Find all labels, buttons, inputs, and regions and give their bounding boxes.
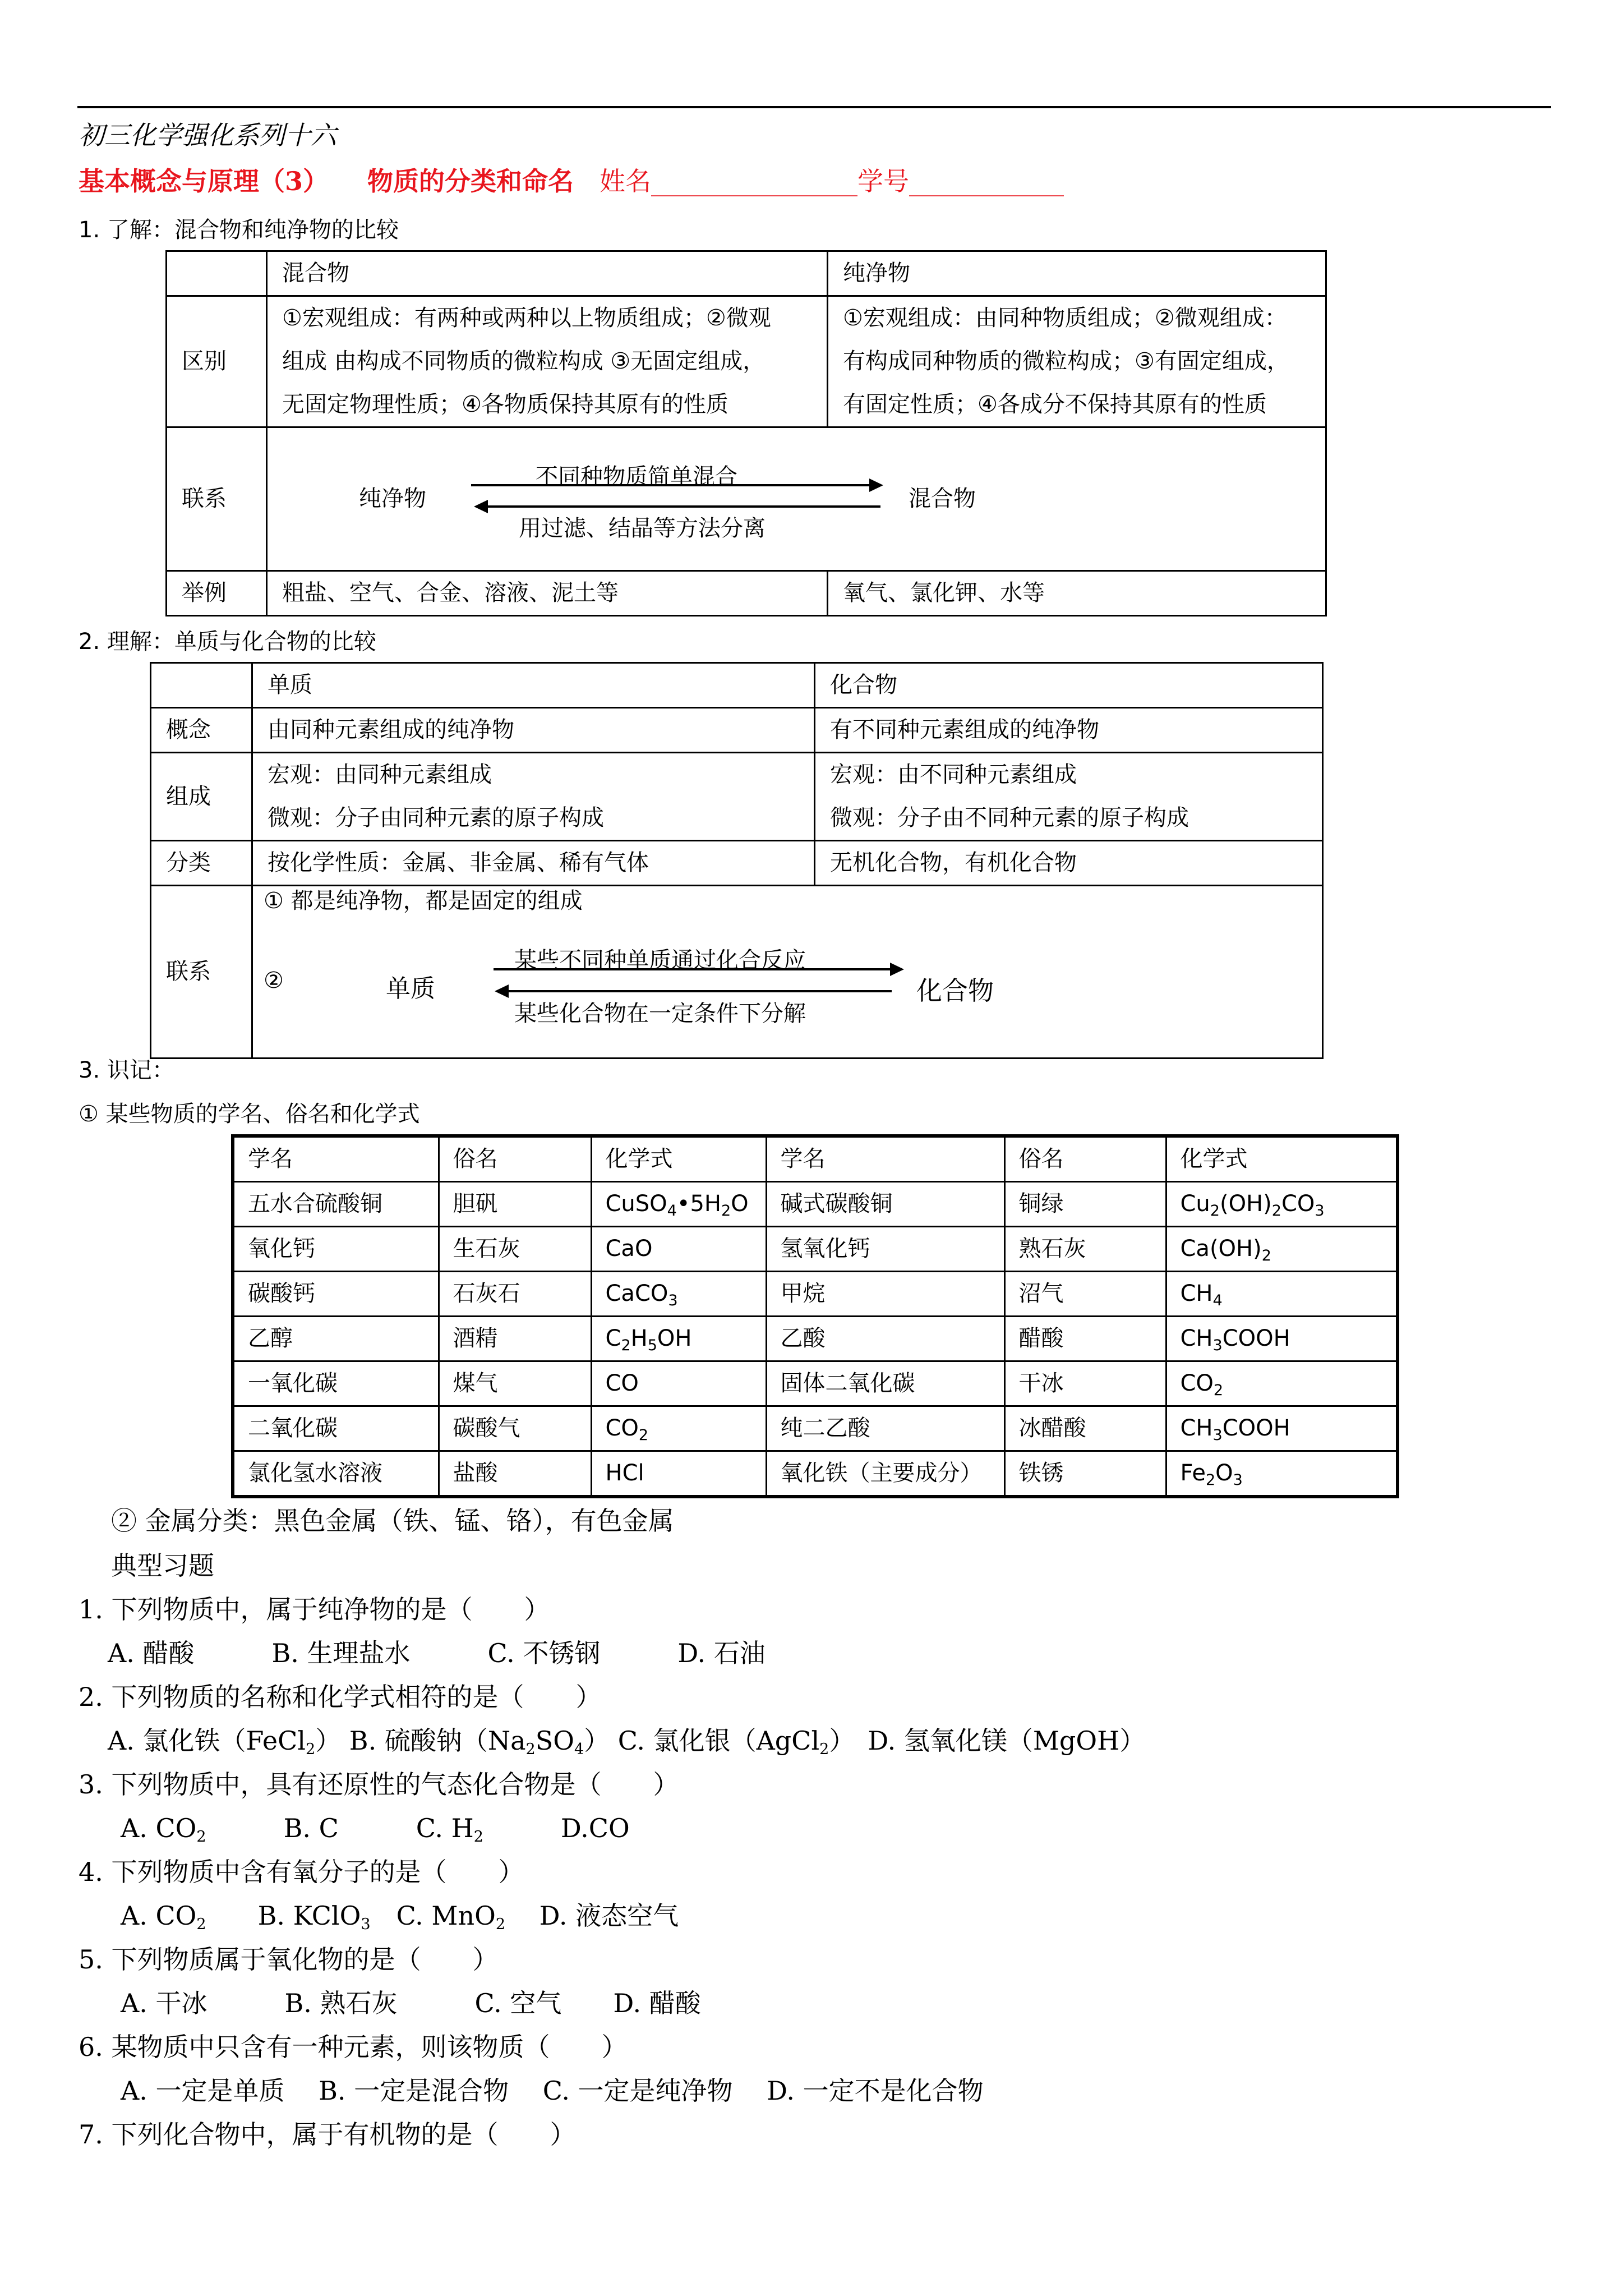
link1-bottom-label: 用过滤、结晶等方法分离 <box>519 516 766 541</box>
link1-left: 纯净物 <box>359 486 426 512</box>
section1-title: 1. 了解：混合物和纯净物的比较 <box>79 217 399 243</box>
section3-title: 3. 识记： <box>79 1057 174 1083</box>
metal-note: ② 金属分类：黑色金属（铁、锰、铬），有色金属 <box>111 1506 674 1536</box>
formula-cell: $CH_4$ <box>1166 1272 1398 1317</box>
formula-cell: $CO_2$ <box>1166 1361 1398 1406</box>
formula-cell: $CH_3COOH$ <box>1166 1406 1398 1451</box>
question-5-options: A. 干冰 B. 熟石灰 C. 空气 D. 醋酸 <box>121 1988 701 2018</box>
title-part2: 物质的分类和命名 <box>367 166 574 196</box>
concept-compound: 有不同种元素组成的纯净物 <box>815 708 1323 753</box>
header-cell: 化学式 <box>1166 1136 1398 1182</box>
col-mixture: 混合物 <box>267 251 828 296</box>
top-rule <box>77 106 1551 108</box>
link2-arrows <box>488 960 914 1000</box>
link2-top-label: 某些不同种单质通过化合反应 <box>514 947 806 973</box>
name-blank[interactable]: ________________ <box>651 166 858 196</box>
question-1: 1. 下列物质中，属于纯净物的是（ ） <box>79 1594 550 1625</box>
formula-cell: HCl <box>591 1451 766 1497</box>
name-label: 姓名 <box>600 166 652 196</box>
question-2: 2. 下列物质的名称和化学式相符的是（ ） <box>79 1682 602 1712</box>
formula-cell: CaO <box>591 1227 766 1272</box>
question-3: 3. 下列物质中，具有还原性的气态化合物是（ ） <box>79 1769 679 1800</box>
link1-arrows <box>465 476 892 515</box>
diff-pure: ①宏观组成：由同种物质组成；②微观组成： 有构成同种物质的微粒构成；③有固定组成， 有固定性质；④各成分不保持其原有的性质 <box>828 296 1326 427</box>
row-example-label: 举例 <box>167 571 267 616</box>
row-link2-label: 联系 <box>151 886 252 1059</box>
header-cell: 化学式 <box>591 1136 766 1182</box>
row-diff-label: 区别 <box>167 296 267 427</box>
chem-names-table <box>231 1134 1399 1498</box>
series-title: 初三化学强化系列十六 <box>79 120 336 150</box>
link2-left: 单质 <box>386 974 435 1003</box>
col-element: 单质 <box>252 663 815 708</box>
table-row: 碳酸钙 石灰石 CaCO$_3$ 甲烷 沼气 $CH_4$ <box>233 1272 1398 1317</box>
mixture-pure-table <box>165 250 1327 616</box>
formula-cell: CO <box>591 1361 766 1406</box>
number-label: 学号 <box>857 166 910 196</box>
link1-right: 混合物 <box>909 486 976 512</box>
header-cell: 学名 <box>766 1136 1004 1182</box>
question-3-options: A. $CO_2$ B. C C. $H_2$ D.CO <box>121 1813 630 1846</box>
col-compound: 化合物 <box>815 663 1323 708</box>
formula-cell: $Cu_2(OH)_2CO_3$ <box>1166 1182 1398 1227</box>
header-cell: 学名 <box>233 1136 439 1182</box>
link2-bottom-label: 某些化合物在一定条件下分解 <box>514 1001 806 1027</box>
formula-cell: $C_2H_5OH$ <box>591 1317 766 1361</box>
question-4: 4. 下列物质中含有氧分子的是（ ） <box>79 1857 524 1887</box>
page-heading <box>79 161 1064 198</box>
col-pure: 纯净物 <box>828 251 1326 296</box>
chem-header-row <box>233 1136 1398 1182</box>
question-1-options: A. 醋酸 B. 生理盐水 C. 不锈钢 D. 石油 <box>108 1638 766 1668</box>
example-pure: 氧气、氯化钾、水等 <box>828 571 1326 616</box>
formula-cell: $Fe_2O_3$ <box>1166 1451 1398 1497</box>
comp-element: 宏观：由同种元素组成 微观：分子由同种元素的原子构成 <box>252 753 815 841</box>
question-6-options: A. 一定是单质 B. 一定是混合物 C. 一定是纯净物 D. 一定不是化合物 <box>121 2076 984 2106</box>
row-link-label: 联系 <box>167 427 267 571</box>
row-class-label: 分类 <box>151 841 252 886</box>
question-5: 5. 下列物质属于氧化物的是（ ） <box>79 1944 499 1975</box>
section2-title: 2. 理解：单质与化合物的比较 <box>79 629 376 655</box>
table-row: 乙醇 酒精 $C_2H_5OH$ 乙酸 醋酸 $CH_3COOH$ <box>233 1317 1398 1361</box>
comp-compound: 宏观：由不同种元素组成 微观：分子由不同种元素的原子构成 <box>815 753 1323 841</box>
header-cell: 俗名 <box>1004 1136 1166 1182</box>
link2-right: 化合物 <box>916 976 994 1006</box>
table-row: 一氧化碳 煤气 CO 固体二氧化碳 干冰 $CO_2$ <box>233 1361 1398 1406</box>
formula-cell: CaCO$_3$ <box>591 1272 766 1317</box>
diff-mixture: ①宏观组成：有两种或两种以上物质组成；②微观 组成 由构成不同物质的微粒构成 ③无固定组成， 无固定物理性质；④各物质保持其原有的性质 <box>267 296 828 427</box>
title-part1: 基本概念与原理（3） <box>79 166 316 196</box>
section3-subtitle: ① 某些物质的学名、俗名和化学式 <box>79 1101 420 1127</box>
class-compound: 无机化合物，有机化合物 <box>815 841 1323 886</box>
formula-cell: $Ca(OH)_2$ <box>1166 1227 1398 1272</box>
table-row: 二氧化碳 碳酸气 $CO_2$ 纯二乙酸 冰醋酸 $CH_3COOH$ <box>233 1406 1398 1451</box>
table-row: 五水合硫酸铜 胆矾 $CuSO_4•5H_2O$ 碱式碳酸铜 铜绿 $Cu_2(OH)_2CO_3$ <box>233 1182 1398 1227</box>
table-row: 氧化钙 生石灰 CaO 氢氧化钙 熟石灰 $Ca(OH)_2$ <box>233 1227 1398 1272</box>
link2-num2: ② <box>264 968 284 993</box>
concept-element: 由同种元素组成的纯净物 <box>252 708 815 753</box>
question-7: 7. 下列化合物中，属于有机物的是（ ） <box>79 2119 576 2150</box>
formula-cell: $CO_2$ <box>591 1406 766 1451</box>
link1-top-label: 不同种物质简单混合 <box>536 464 737 490</box>
formula-cell: $CH_3COOH$ <box>1166 1317 1398 1361</box>
row-composition-label: 组成 <box>151 753 252 841</box>
number-blank[interactable]: ____________ <box>909 166 1064 196</box>
row-concept-label: 概念 <box>151 708 252 753</box>
header-cell: 俗名 <box>439 1136 591 1182</box>
question-4-options: A. $CO_2$ B. KClO$_3$ C. MnO$_2$ D. 液态空气 <box>121 1901 679 1933</box>
link2-line1: ① 都是纯净物，都是固定的组成 <box>264 888 583 914</box>
question-2-options: A. 氯化铁（FeCl$_2$） B. 硫酸钠$(Na_2SO_4)$ C. 氯化银（AgCl$_2$） D. 氢氧化镁（MgOH） <box>108 1726 1146 1758</box>
table-row: 氯化氢水溶液 盐酸 HCl 氧化铁（主要成分） 铁锈 $Fe_2O_3$ <box>233 1451 1398 1497</box>
formula-cell: $CuSO_4•5H_2O$ <box>591 1182 766 1227</box>
class-element: 按化学性质：金属、非金属、稀有气体 <box>252 841 815 886</box>
example-mixture: 粗盐、空气、合金、溶液、泥土等 <box>267 571 828 616</box>
question-6: 6. 某物质中只含有一种元素，则该物质（ ） <box>79 2032 628 2062</box>
exercises-title: 典型习题 <box>111 1550 214 1581</box>
